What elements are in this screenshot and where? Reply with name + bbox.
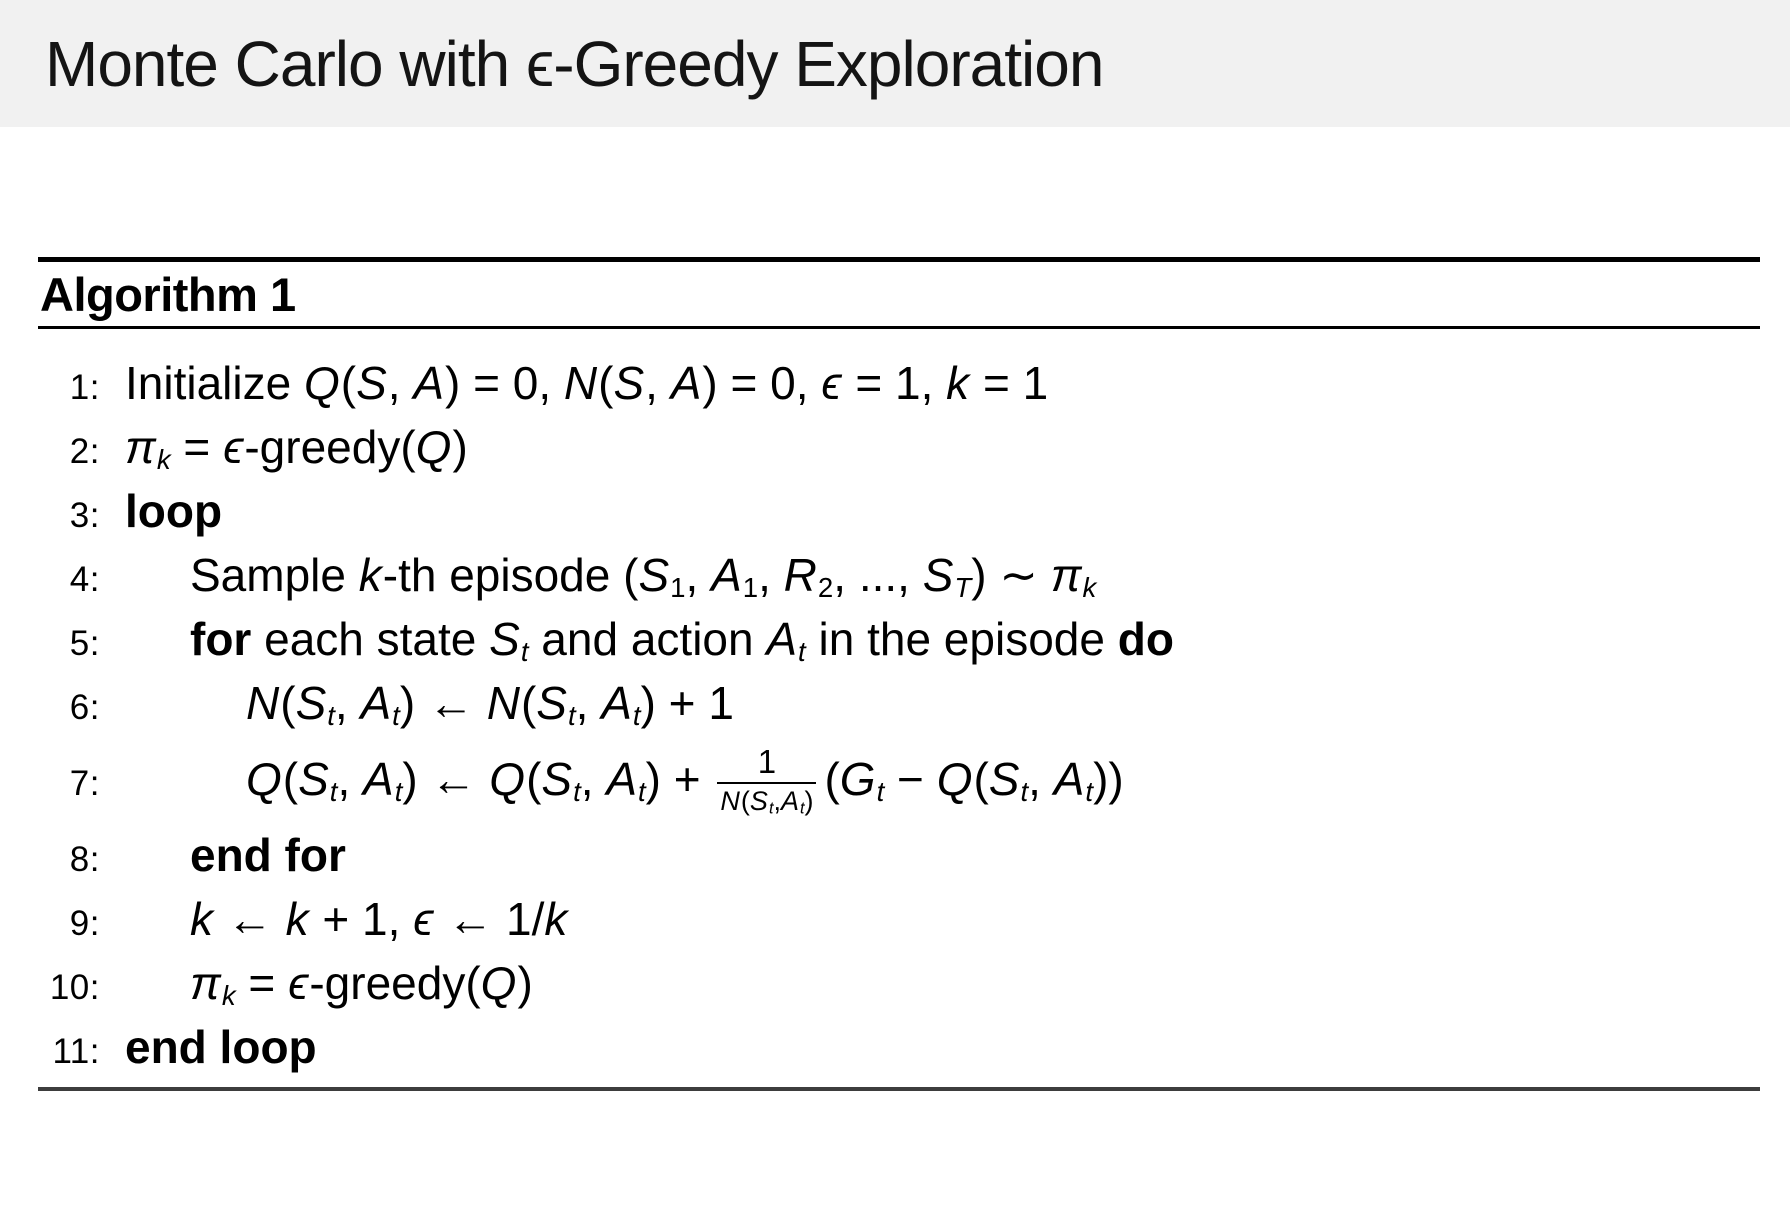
math-variable: S [356, 357, 387, 409]
text-run: t [327, 700, 335, 732]
text-run: ) [804, 786, 814, 816]
keyword: end loop [125, 1021, 317, 1073]
math-variable: Q [489, 753, 526, 805]
text-run: ) ← [399, 677, 487, 729]
text-run: = [235, 957, 289, 1009]
text-run: ← [214, 893, 286, 945]
line-number: 6: [69, 688, 100, 727]
text-run: t [1085, 776, 1094, 808]
algorithm-line [38, 671, 1760, 735]
math-variable: N [720, 786, 740, 816]
algorithm-block [38, 257, 1760, 1091]
math-variable: G [839, 753, 876, 805]
text-run: Initialize [125, 357, 304, 409]
text-run: , ..., [833, 549, 923, 601]
text-run: t [392, 700, 400, 732]
math-variable: Q [480, 957, 517, 1009]
text-run: ( [282, 753, 299, 805]
math-variable: A [606, 753, 637, 805]
line-number: 2: [69, 432, 100, 471]
math-variable: k [285, 893, 309, 945]
math-variable: S [922, 549, 954, 601]
text-run: = 1, [842, 357, 947, 409]
text-run: 2 [817, 572, 834, 604]
text-run: , [773, 786, 781, 816]
text-run: ( [280, 677, 296, 729]
math-variable: Q [936, 753, 973, 805]
text-run: t [520, 636, 529, 668]
text-run: , [387, 357, 414, 409]
text-run: ( [526, 753, 542, 805]
line-number: 3: [69, 496, 100, 535]
math-variable: S [295, 677, 327, 729]
text-run: , [645, 357, 671, 409]
text-run: ( [740, 786, 750, 816]
text-run: and action [528, 613, 767, 665]
algorithm-caption: Algorithm 1 [40, 267, 296, 321]
text-run: , [334, 677, 361, 729]
text-run: ) + [645, 753, 714, 805]
math-variable: ϵ [413, 893, 434, 945]
text-run: , [575, 677, 602, 729]
text-run: , [337, 753, 364, 805]
line-content [190, 543, 1096, 607]
algorithm-line [38, 607, 1760, 671]
text-run: Sample [190, 549, 359, 601]
math-variable: π [190, 957, 221, 1009]
text-run: + 1, [309, 893, 414, 945]
line-number: 11: [52, 1032, 100, 1071]
text-run: k [221, 980, 236, 1012]
line-content [125, 1015, 317, 1079]
text-run: k [1082, 572, 1097, 604]
text-run: T [954, 572, 972, 604]
text-run: -greedy( [244, 421, 416, 473]
math-variable: k [544, 893, 568, 945]
algorithm-line [38, 415, 1760, 479]
text-run: t [799, 799, 805, 818]
text-run: t [1020, 776, 1029, 808]
keyword: do [1117, 613, 1174, 665]
text-run: = [170, 421, 224, 473]
text-run: t [573, 776, 581, 808]
text-run: t [567, 700, 576, 732]
keyword: loop [125, 485, 223, 537]
math-variable: A [363, 753, 394, 805]
math-variable: k [946, 357, 970, 409]
math-variable: k [190, 893, 213, 945]
text-run: ( [520, 677, 537, 729]
text-run: t [638, 776, 646, 808]
text-run: -greedy( [309, 957, 481, 1009]
keyword: end for [190, 829, 346, 881]
algorithm-line [38, 1015, 1760, 1079]
algorithm-line [38, 351, 1760, 415]
text-run: )) [1093, 753, 1124, 805]
fraction-numerator [717, 745, 816, 782]
line-number: 8: [69, 840, 100, 879]
math-variable: ϵ [288, 957, 309, 1009]
algorithm-line [38, 887, 1760, 951]
line-number: 9: [69, 904, 100, 943]
math-variable: A [780, 786, 799, 816]
math-variable: N [563, 357, 598, 409]
line-content [246, 735, 1124, 823]
text-run: each state [251, 613, 490, 665]
text-run: 1 [670, 572, 686, 604]
text-run: ) = 0, [702, 357, 822, 409]
keyword: for [190, 613, 252, 665]
text-run: ) + 1 [640, 677, 734, 729]
line-number: 7: [69, 764, 100, 803]
math-variable: k [358, 549, 382, 601]
text-run: t [876, 776, 885, 808]
algorithm-line [38, 735, 1760, 823]
math-variable: S [298, 753, 329, 805]
text-run: , [580, 753, 607, 805]
line-content [190, 951, 533, 1015]
text-run: ( [340, 357, 357, 409]
text-run: , [685, 549, 712, 601]
line-content [125, 415, 468, 479]
text-run: t [394, 776, 403, 808]
math-variable: R [783, 549, 817, 601]
line-content [246, 671, 734, 735]
math-variable: S [749, 786, 768, 816]
algorithm-line [38, 479, 1760, 543]
math-variable: S [489, 613, 520, 665]
text-run: ← 1/ [434, 893, 545, 945]
text-run: in the episode [805, 613, 1118, 665]
line-content [190, 887, 568, 951]
math-variable: A [711, 549, 742, 601]
text-run: t [798, 636, 806, 668]
line-number: 10: [49, 968, 100, 1007]
text-run: ( [973, 753, 989, 805]
math-variable: π [1050, 549, 1082, 601]
line-content [125, 479, 222, 543]
text-run: t [632, 700, 641, 732]
math-variable: A [1053, 753, 1085, 805]
line-content [190, 607, 1174, 671]
math-variable: A [360, 677, 392, 729]
math-variable: ϵ [223, 421, 244, 473]
text-run: , [1028, 753, 1054, 805]
algorithm-bottom-rule [38, 1087, 1760, 1091]
algorithm-line [38, 951, 1760, 1015]
text-run: 1 [742, 572, 759, 604]
slide-title: Monte Carlo with ϵ-Greedy Exploration [45, 27, 1104, 100]
line-number: 1: [69, 368, 100, 407]
text-run: t [329, 776, 338, 808]
line-content [190, 823, 346, 887]
fraction-denominator [717, 782, 816, 817]
text-run: = 1 [970, 357, 1049, 409]
text-run: ) ← [402, 753, 490, 805]
math-variable: S [536, 677, 567, 729]
math-variable: N [246, 677, 280, 729]
text-run: ) ∼ [971, 549, 1051, 601]
math-variable: π [125, 421, 156, 473]
math-variable: A [601, 677, 632, 729]
math-variable: S [541, 753, 573, 805]
math-variable: A [413, 357, 445, 409]
algorithm-body [38, 329, 1760, 1087]
text-run: 1 [757, 743, 777, 780]
math-variable: N [486, 677, 520, 729]
line-number: 5: [69, 624, 100, 663]
line-content [125, 351, 1048, 415]
math-variable: A [670, 357, 702, 409]
math-variable: ϵ [821, 357, 842, 409]
text-run: ) [517, 957, 533, 1009]
text-run: k [156, 444, 171, 476]
text-run: t [768, 799, 774, 818]
text-run: − [884, 753, 937, 805]
math-variable: S [613, 357, 645, 409]
text-run: ( [598, 357, 614, 409]
text-run: ( [824, 753, 840, 805]
line-number: 4: [69, 560, 100, 599]
math-variable: S [988, 753, 1020, 805]
algorithm-line [38, 823, 1760, 887]
text-run: ) [452, 421, 468, 473]
fraction [717, 745, 816, 817]
algorithm-line [38, 543, 1760, 607]
text-run: , [758, 549, 784, 601]
math-variable: Q [415, 421, 452, 473]
text-run: ) = 0, [445, 357, 564, 409]
text-run: -th episode ( [382, 549, 639, 601]
math-variable: Q [303, 357, 340, 409]
math-variable: Q [246, 753, 282, 805]
math-variable: A [766, 613, 798, 665]
math-variable: S [638, 549, 670, 601]
